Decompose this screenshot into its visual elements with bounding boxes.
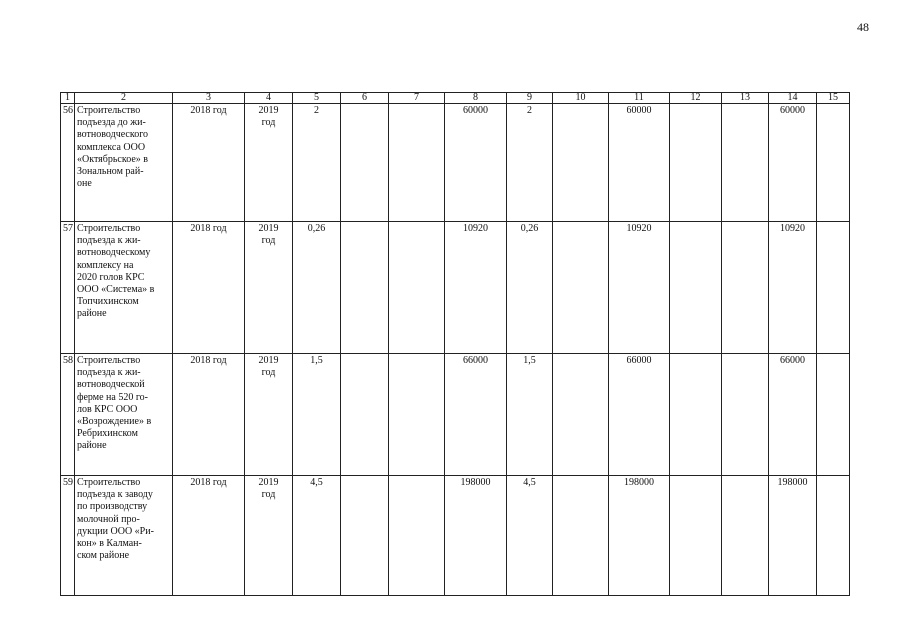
value-cell: 60000 bbox=[769, 104, 817, 222]
value-cell bbox=[341, 354, 389, 476]
header-cell: 11 bbox=[609, 93, 670, 104]
header-cell: 2 bbox=[75, 93, 173, 104]
end-year-cell bbox=[245, 476, 293, 596]
value-cell: 4,5 bbox=[507, 476, 553, 596]
description-line: оне bbox=[77, 178, 92, 190]
value-cell bbox=[670, 476, 722, 596]
start-year-cell: 2018 год bbox=[173, 104, 245, 222]
end-year-line: 2019 bbox=[258, 355, 279, 366]
data-table bbox=[60, 92, 850, 596]
description-line: подъезда до жи- bbox=[77, 117, 146, 129]
description-line: районе bbox=[77, 440, 107, 452]
value-cell: 66000 bbox=[445, 354, 507, 476]
page-number: 48 bbox=[857, 20, 869, 34]
description-line: кон» в Калман- bbox=[77, 538, 142, 550]
value-cell bbox=[817, 104, 850, 222]
value-cell: 10920 bbox=[769, 222, 817, 354]
description-line: Ребрихинском bbox=[77, 428, 138, 440]
value-cell: 10920 bbox=[609, 222, 670, 354]
description-line: ООО «Система» в bbox=[77, 284, 155, 296]
description-line: Строительство bbox=[77, 105, 141, 116]
value-cell bbox=[389, 104, 445, 222]
end-year-line: год bbox=[261, 235, 276, 247]
header-cell: 6 bbox=[341, 93, 389, 104]
header-cell: 13 bbox=[722, 93, 769, 104]
description-line: районе bbox=[77, 308, 107, 320]
description-line: Строительство bbox=[77, 477, 141, 488]
value-cell: 198000 bbox=[769, 476, 817, 596]
description-line: комплекса ООО bbox=[77, 141, 146, 153]
value-cell: 60000 bbox=[609, 104, 670, 222]
description-line: подъезда к жи- bbox=[77, 235, 141, 247]
row-number-cell: 59 bbox=[61, 476, 75, 596]
description-line: ферме на 520 го- bbox=[77, 391, 149, 403]
value-cell: 2 bbox=[507, 104, 553, 222]
value-cell: 198000 bbox=[445, 476, 507, 596]
header-cell: 8 bbox=[445, 93, 507, 104]
row-number-cell: 57 bbox=[61, 222, 75, 354]
start-year-cell: 2018 год bbox=[173, 476, 245, 596]
row-number-cell: 58 bbox=[61, 354, 75, 476]
value-cell bbox=[722, 222, 769, 354]
header-cell: 1 bbox=[61, 93, 75, 104]
header-cell: 12 bbox=[670, 93, 722, 104]
description-line: дукции ООО «Ри- bbox=[77, 525, 154, 537]
end-year-cell bbox=[245, 222, 293, 354]
table-row bbox=[61, 222, 850, 354]
end-year-line: 2019 bbox=[258, 477, 279, 488]
end-year-line: 2019 bbox=[258, 223, 279, 234]
description-line: молочной про- bbox=[77, 513, 140, 525]
header-cell: 14 bbox=[769, 93, 817, 104]
value-cell: 0,26 bbox=[507, 222, 553, 354]
header-cell: 15 bbox=[817, 93, 850, 104]
end-year-line: год bbox=[261, 367, 276, 379]
description-line: вотноводческого bbox=[77, 129, 149, 141]
value-cell bbox=[670, 104, 722, 222]
value-cell bbox=[341, 222, 389, 354]
header-cell: 7 bbox=[389, 93, 445, 104]
start-year-cell: 2018 год bbox=[173, 354, 245, 476]
table-row bbox=[61, 104, 850, 222]
value-cell bbox=[722, 104, 769, 222]
description-line: Строительство bbox=[77, 223, 141, 234]
value-cell: 4,5 bbox=[293, 476, 341, 596]
description-cell bbox=[75, 104, 173, 222]
row-number-cell: 56 bbox=[61, 104, 75, 222]
header-row bbox=[61, 93, 850, 104]
description-line: 2020 голов КРС bbox=[77, 271, 145, 283]
value-cell bbox=[670, 222, 722, 354]
description-line: Зональном рай- bbox=[77, 166, 144, 178]
table-row bbox=[61, 476, 850, 596]
value-cell: 0,26 bbox=[293, 222, 341, 354]
end-year-cell bbox=[245, 104, 293, 222]
description-line: комплексу на bbox=[77, 259, 134, 271]
description-line: Строительство bbox=[77, 355, 141, 366]
header-cell: 9 bbox=[507, 93, 553, 104]
description-cell bbox=[75, 476, 173, 596]
value-cell bbox=[817, 354, 850, 476]
description-line: Топчихинском bbox=[77, 296, 139, 308]
header-cell: 5 bbox=[293, 93, 341, 104]
value-cell bbox=[553, 476, 609, 596]
value-cell: 1,5 bbox=[507, 354, 553, 476]
value-cell bbox=[817, 222, 850, 354]
value-cell bbox=[389, 222, 445, 354]
description-line: «Возрождение» в bbox=[77, 416, 152, 428]
value-cell bbox=[553, 104, 609, 222]
value-cell: 66000 bbox=[769, 354, 817, 476]
value-cell bbox=[722, 354, 769, 476]
header-cell: 10 bbox=[553, 93, 609, 104]
end-year-line: год bbox=[261, 489, 276, 501]
description-line: подъезда к заводу bbox=[77, 489, 153, 501]
value-cell bbox=[553, 222, 609, 354]
value-cell: 66000 bbox=[609, 354, 670, 476]
value-cell: 198000 bbox=[609, 476, 670, 596]
description-line: лов КРС ООО bbox=[77, 403, 138, 415]
value-cell: 2 bbox=[293, 104, 341, 222]
header-cell: 4 bbox=[245, 93, 293, 104]
header-cell: 3 bbox=[173, 93, 245, 104]
description-cell bbox=[75, 354, 173, 476]
end-year-line: 2019 bbox=[258, 105, 279, 116]
value-cell bbox=[389, 476, 445, 596]
description-line: по производству bbox=[77, 501, 148, 513]
value-cell bbox=[817, 476, 850, 596]
description-line: подъезда к жи- bbox=[77, 367, 141, 379]
value-cell bbox=[670, 354, 722, 476]
description-line: вотноводческой bbox=[77, 379, 145, 391]
value-cell: 1,5 bbox=[293, 354, 341, 476]
start-year-cell: 2018 год bbox=[173, 222, 245, 354]
description-cell bbox=[75, 222, 173, 354]
value-cell: 10920 bbox=[445, 222, 507, 354]
value-cell bbox=[341, 104, 389, 222]
value-cell bbox=[341, 476, 389, 596]
end-year-cell bbox=[245, 354, 293, 476]
description-line: вотноводческому bbox=[77, 247, 151, 259]
value-cell bbox=[389, 354, 445, 476]
description-line: «Октябрьское» в bbox=[77, 153, 149, 165]
description-line: ском районе bbox=[77, 550, 130, 562]
table-row bbox=[61, 354, 850, 476]
value-cell bbox=[722, 476, 769, 596]
value-cell bbox=[553, 354, 609, 476]
end-year-line: год bbox=[261, 117, 276, 129]
value-cell: 60000 bbox=[445, 104, 507, 222]
